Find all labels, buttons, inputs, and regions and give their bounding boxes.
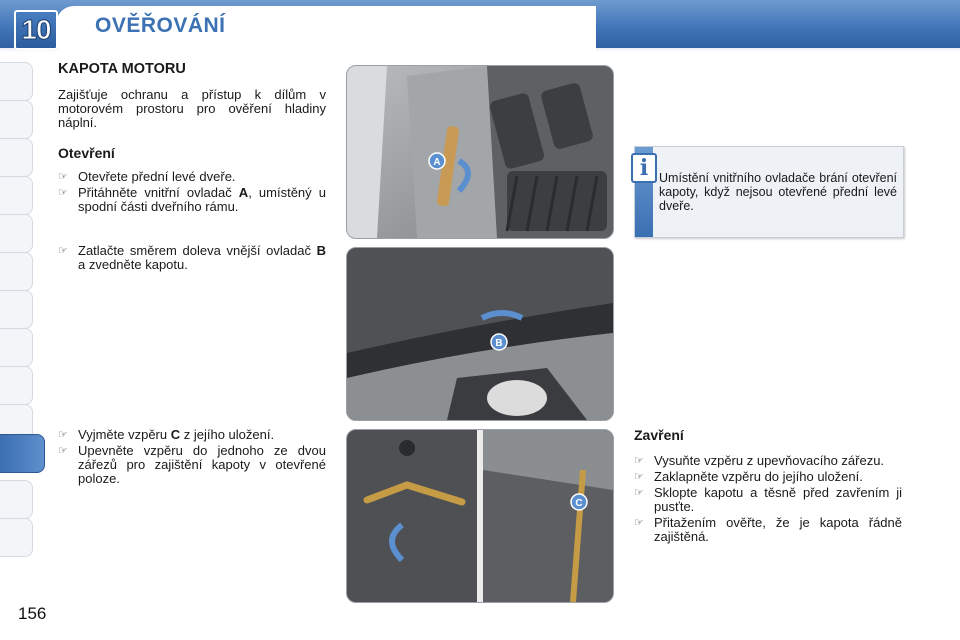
step-text: a zvedněte kapotu. (78, 257, 188, 272)
photo-interior-release (346, 65, 614, 239)
close-title: Zavření (634, 427, 684, 443)
interior-release-illustration (347, 66, 613, 238)
chapter-tab[interactable] (0, 214, 33, 253)
chapter-tab[interactable] (0, 480, 33, 519)
chapter-tabs (0, 62, 34, 574)
step-text: Upevněte vzpěru do jednoho ze dvou zářezů pro zajištění kapoty v otevřené poloze. (78, 443, 326, 486)
close-step (634, 516, 902, 544)
chapter-badge (14, 10, 58, 50)
hand-pointer-icon: ☞ (634, 455, 644, 467)
info-box (634, 146, 904, 238)
open-title: Otevření (58, 145, 115, 161)
page-title: OVĚŘOVÁNÍ (95, 14, 226, 37)
step-label: A (238, 185, 249, 200)
step-label: C (170, 427, 181, 442)
hood-closing-column (634, 428, 902, 546)
chapter-tab[interactable] (0, 518, 33, 557)
page-number: 156 (18, 604, 47, 623)
hand-pointer-icon: ☞ (58, 187, 68, 199)
step-text: Sklopte kapotu a těsně před zavřením ji pusťte. (654, 485, 902, 514)
step-text: Zaklapněte vzpěru do jejího uložení. (654, 469, 863, 484)
step-text: , umístěný u spodní části dveřního rámu. (78, 185, 326, 214)
prop-step (58, 444, 326, 486)
chapter-tab[interactable] (0, 328, 33, 367)
hood-prop-illustration (347, 430, 613, 602)
step-text: Zatlačte směrem doleva vnější ovladač (78, 243, 317, 258)
intro-text: Zajišťuje ochranu a přístup k dílům v motorovém prostoru pro ověření hladiny náplní. (58, 87, 326, 130)
photo-hood-prop (346, 429, 614, 603)
chapter-tab[interactable] (0, 290, 33, 329)
prop-column (58, 428, 326, 488)
step-label: B (316, 243, 326, 258)
step-text: Vysuňte vzpěru z upevňovacího zářezu. (654, 453, 885, 468)
chapter-tab[interactable] (0, 62, 33, 101)
chapter-tab[interactable] (0, 176, 33, 215)
hand-pointer-icon: ☞ (58, 245, 68, 257)
chapter-number: 10 (21, 14, 51, 45)
info-icon: i (631, 153, 657, 183)
close-step (634, 486, 902, 514)
hood-release-illustration (347, 248, 613, 420)
close-step (634, 470, 902, 484)
close-step (634, 454, 902, 468)
chapter-tab[interactable] (0, 366, 33, 405)
photo-hood-release (346, 247, 614, 421)
hand-pointer-icon: ☞ (58, 171, 68, 183)
open-step (58, 244, 326, 272)
step-text: Otevřete přední levé dveře. (78, 169, 236, 184)
step-text: Přitáhněte vnitřní ovladač (78, 185, 239, 200)
label-b: B (495, 338, 503, 349)
info-text: Umístění vnitřního ovladače brání otevření kapoty, když nejsou otevřené přední levé dveře. (659, 171, 897, 213)
hand-pointer-icon: ☞ (634, 517, 644, 529)
hand-pointer-icon: ☞ (58, 429, 68, 441)
hood-release-column (58, 244, 326, 274)
section-title: KAPOTA MOTORU (58, 61, 186, 77)
step-text: Vyjměte vzpěru (78, 427, 171, 442)
step-text: z jejího uložení. (180, 427, 275, 442)
hand-pointer-icon: ☞ (634, 487, 644, 499)
prop-step (58, 428, 326, 442)
chapter-tab[interactable] (0, 138, 33, 177)
hand-pointer-icon: ☞ (634, 471, 644, 483)
hand-pointer-icon: ☞ (58, 445, 68, 457)
chapter-tab[interactable] (0, 252, 33, 291)
chapter-tab[interactable] (0, 100, 33, 139)
label-a: A (433, 157, 441, 168)
step-text: Přitažením ověřte, že je kapota řádně zajištěná. (654, 515, 902, 544)
open-step (58, 170, 326, 184)
chapter-tab-active[interactable] (0, 434, 45, 473)
open-step (58, 186, 326, 214)
label-c: C (575, 498, 583, 509)
hood-opening-column (58, 62, 326, 216)
